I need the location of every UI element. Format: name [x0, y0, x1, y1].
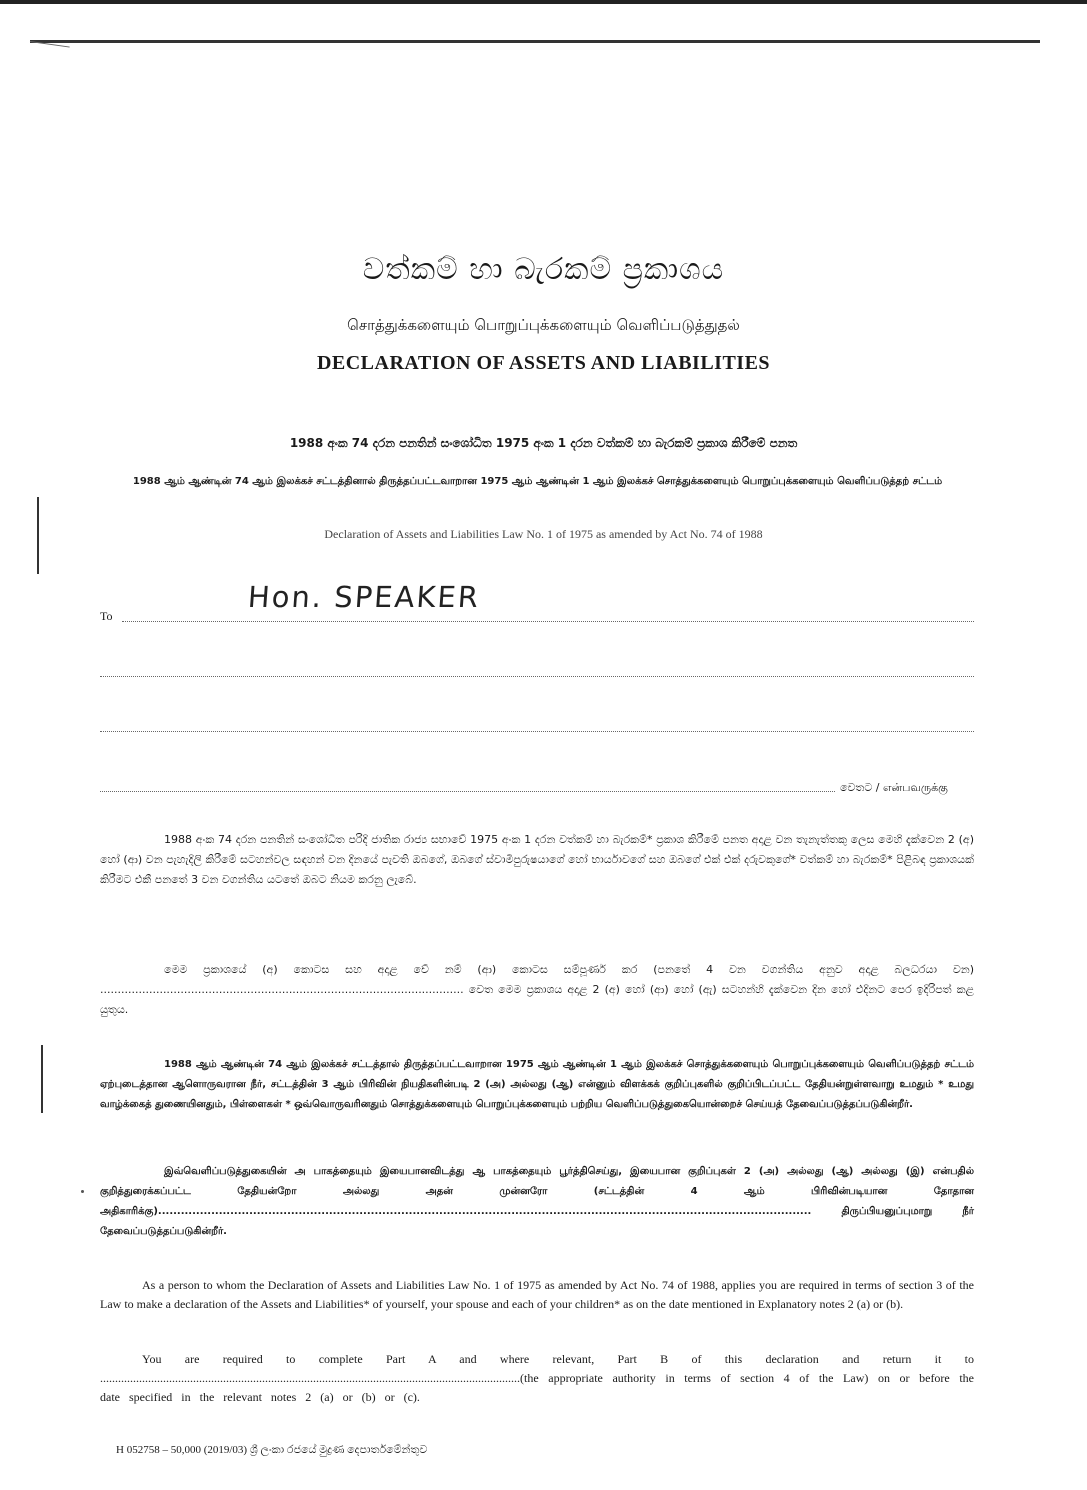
addressee-suffix: වෙතට / என்பவருக்கு: [840, 781, 948, 794]
title-tamil: சொத்துக்களையும் பொறுப்புக்களையும் வெளிப்படுத்துதல்: [347, 316, 740, 334]
scan-speck: [81, 1190, 84, 1193]
paragraph-sinhala-2: [100, 960, 974, 1020]
paragraph-tamil-2: [100, 1162, 974, 1242]
paragraph-english-2-text: You are required to complete Part A and where relevant, Part B of this declaration and return it to ............................................................................................................................................(the appropriate authority in terms of section 4 of the Law) on or before the date specified in the relevant notes 2 (a) or (b) or (c).: [100, 1352, 974, 1404]
paragraph-english-1-text: As a person to whom the Declaration of Assets and Liabilities Law No. 1 of 1975 as amended by Act No. 74 of 1988, applies you are required in terms of section 3 of the Law to make a declaration of the Assets and Liabilities* of yourself, your spouse and each of your children* as on the date mentioned in Explanatory notes 2 (a) or (b).: [100, 1278, 974, 1311]
paragraph-sinhala-1-text: 1988 අංක 74 දරන පනතින් සංශෝධිත පරිදි ජාතික රාජ්‍ය සභාවේ 1975 අංක 1 දරන වත්කම් හා බැරකම්* ප්‍රකාශ කිරීමේ පනත අදාළ වන තැනැත්තකු ලෙස මෙහි දැක්වෙන 2 (අ) හෝ (ආ) වන පැහැදිලි කිරීමේ සටහන්වල සඳහන් වන දිනයේ පැවති ඔබගේ, ඔබගේ ස්වාමිපුරුෂයාගේ හෝ භාර්යාවගේ සහ ඔබගේ එක් එක් දරුවකුගේ* වත්කම් හා බැරකම්* පිළිබඳ ප්‍රකාශයක් කිරීමට එකී පනතේ 3 වන වගන්තිය යටතේ ඔබට නියම කරනු ලැබේ.: [100, 833, 974, 886]
addressee-line-1: [122, 621, 974, 622]
paragraph-english-2: [100, 1350, 974, 1407]
addressee-line-3: [100, 731, 974, 732]
title-english: DECLARATION OF ASSETS AND LIABILITIES: [316, 352, 771, 374]
margin-pen-mark-1: [37, 497, 39, 574]
to-label: To: [100, 609, 113, 623]
paragraph-tamil-1: [100, 1055, 974, 1115]
paragraph-sinhala-2-text: මෙම ප්‍රකාශයේ (අ) කොටස සහ අදාළ වේ නම් (ආ) කොටස සම්පූර්ණ කර (පනතේ 4 වන වගන්තිය අනුව අදාළ බලධරයා වන) ........................................................................................................ වෙත මෙම ප්‍රකාශය අදාළ 2 (අ) හෝ (ආ) හෝ (ඇ) සටහන්හි දැක්වෙන දින හෝ එදිනට පෙර ඉදිරිපත් කළ යුතුය.: [100, 963, 974, 1016]
paragraph-tamil-2-text: இவ்வெளிப்படுத்துகையின் அ பாகத்தையும் இயைபானவிடத்து ஆ பாகத்தையும் பூர்த்திசெய்து, இயைபான குறிப்புகள் 2 (அ) அல்லது (ஆ) அல்லது (இ) என்பதில் குறித்துரைக்கப்பட்ட தேதியன்றோ அல்லது அதன் முன்னரோ (சட்டத்தின் 4 ஆம் பிரிவின்படியான தோதான அதிகாரிக்கு)............................................................................................................................................................................ திருப்பியனுப்புமாறு நீர் தேவைப்படுத்தப்படுகின்றீர்.: [100, 1166, 974, 1237]
paragraph-english-1: [100, 1276, 974, 1314]
print-code-footer: H 052758 – 50,000 (2019/03) ශ්‍රී ලංකා රජයේ මුද්‍රණ දෙපාර්තමේන්තුව: [116, 1444, 428, 1456]
title-sinhala: වත්කම් හා බැරකම් ප්‍රකාශය: [362, 252, 725, 287]
law-title-tamil: 1988 ஆம் ஆண்டின் 74 ஆம் இலக்கச் சட்டத்தினால் திருத்தப்பட்டவாறான 1975 ஆம் ஆண்டின் 1 ஆம் இலக்கச் சொத்துக்களையும் பொறுப்புக்களையும் வெளிப்படுத்தற் சட்டம்: [132, 476, 943, 487]
addressee-line-4: [100, 791, 835, 792]
header-rule: [30, 40, 1040, 43]
paragraph-sinhala-1: [100, 830, 974, 890]
law-title-english: Declaration of Assets and Liabilities Law No. 1 of 1975 as amended by Act No. 74 of 1988: [324, 527, 763, 541]
scan-top-border: [0, 0, 1087, 4]
law-title-sinhala: 1988 අංක 74 දරන පනතින් සංශෝධිත 1975 අංක 1 දරන වත්කම් හා බැරකම් ප්‍රකාශ කිරීමේ පනත: [289, 436, 798, 450]
paragraph-tamil-1-text: 1988 ஆம் ஆண்டின் 74 ஆம் இலக்கச் சட்டத்தால் திருத்தப்பட்டவாறான 1975 ஆம் ஆண்டின் 1 ஆம் இலக்கச் சொத்துக்களையும் பொறுப்புக்களையும் வெளிப்படுத்தற் சட்டம் ஏற்புடைத்தான ஆளொருவரான நீர், சட்டத்தின் 3 ஆம் பிரிவின் நியதிகளின்படி 2 (அ) அல்லது (ஆ) என்னும் விளக்கக் குறிப்புகளில் குறிப்பிடப்பட்ட தேதியன்றுள்ளவாறு உமதும் * உமது வாழ்க்கைத் துணையினதும், பிள்ளைகள் * ஒவ்வொருவரினதும் சொத்துக்களையும் பொறுப்புக்களையும் பற்றிய வெளிப்படுத்துகையொன்றைச் செய்யத் தேவைப்படுத்தப்படுகின்றீர்.: [100, 1059, 974, 1110]
margin-pen-mark-2: [41, 1045, 43, 1113]
handwritten-addressee: Hon. SPEAKER: [246, 580, 482, 614]
addressee-line-2: [100, 676, 974, 677]
